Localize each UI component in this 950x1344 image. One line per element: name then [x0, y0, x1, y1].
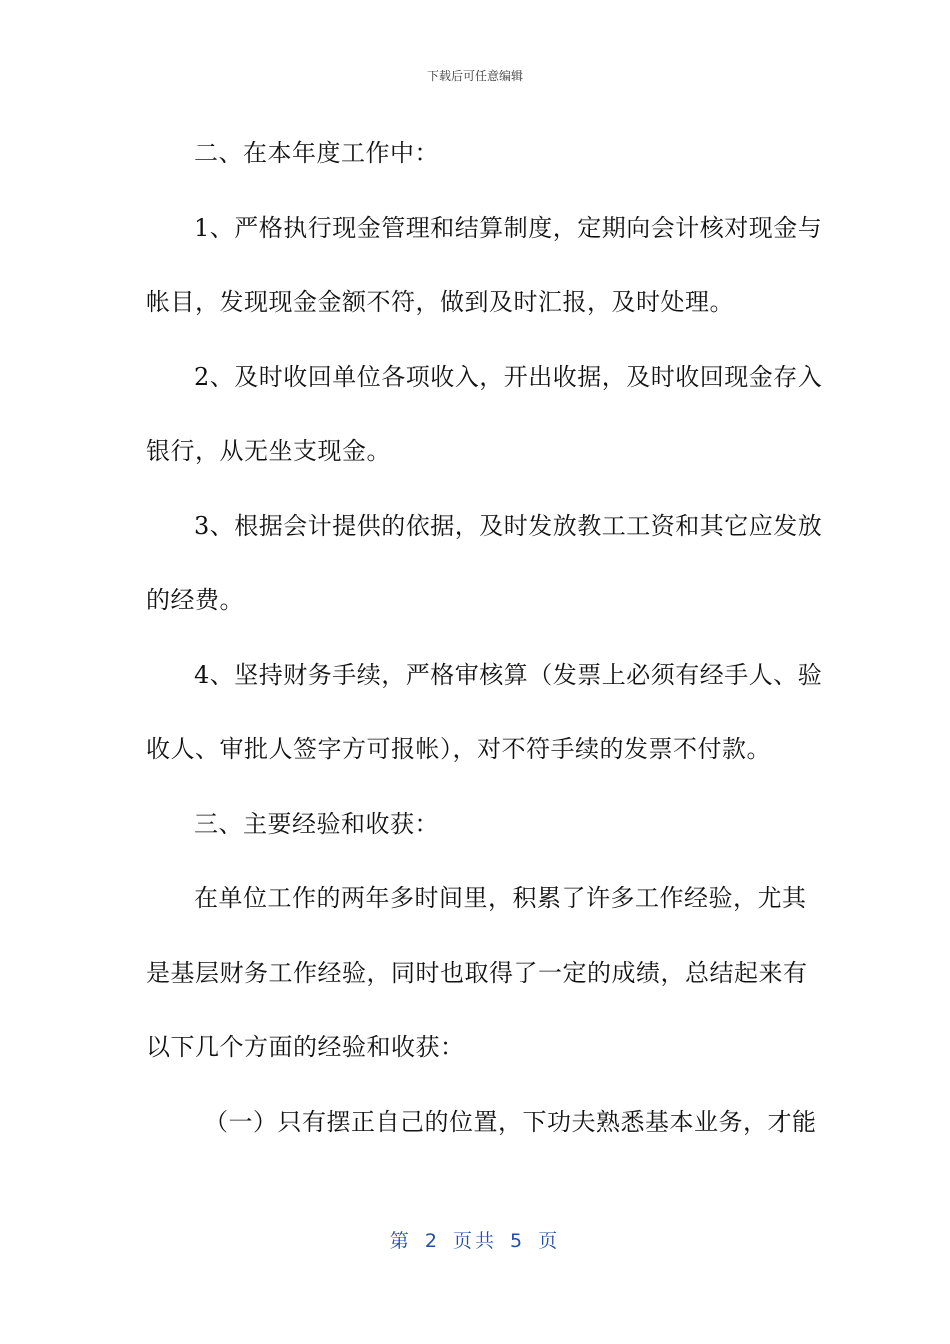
footer-suffix: 页	[538, 1230, 561, 1252]
paragraph-line: 在单位工作的两年多时间里，积累了许多工作经验，尤其	[194, 884, 807, 912]
paragraph-line: 是基层财务工作经验，同时也取得了一定的成绩，总结起来有	[146, 958, 808, 987]
subsection-heading: （一）只有摆正自己的位置，下功夫熟悉基本业务，才能	[204, 1107, 817, 1136]
footer-prefix: 第	[389, 1230, 412, 1252]
total-pages-number: 5	[510, 1230, 526, 1252]
paragraph-line: 1、严格执行现金管理和结算制度，定期向会计核对现金与	[194, 213, 823, 242]
section-heading: 三、主要经验和收获：	[194, 809, 439, 838]
paragraph-line: 银行，从无坐支现金。	[146, 437, 391, 465]
current-page-number: 2	[424, 1230, 440, 1252]
document-body	[146, 116, 823, 1159]
paragraph-line: 4、坚持财务手续，严格审核算（发票上必须有经手人、验	[194, 660, 823, 689]
header-note: 下载后可任意编辑	[426, 69, 523, 83]
paragraph-line: 帐目，发现现金金额不符，做到及时汇报，及时处理。	[146, 288, 734, 316]
paragraph-line: 的经费。	[146, 586, 244, 614]
paragraph-line: 收人、审批人签字方可报帐），对不符手续的发票不付款。	[146, 735, 771, 763]
paragraph-line: 2、及时收回单位各项收入，开出收据，及时收回现金存入	[194, 362, 823, 391]
section-heading: 二、在本年度工作中：	[194, 139, 439, 167]
page-footer	[0, 1226, 950, 1253]
footer-middle: 页共	[452, 1230, 497, 1252]
paragraph-line: 3、根据会计提供的依据，及时发放教工工资和其它应发放	[194, 511, 823, 540]
paragraph-line: 以下几个方面的经验和收获：	[146, 1033, 465, 1061]
